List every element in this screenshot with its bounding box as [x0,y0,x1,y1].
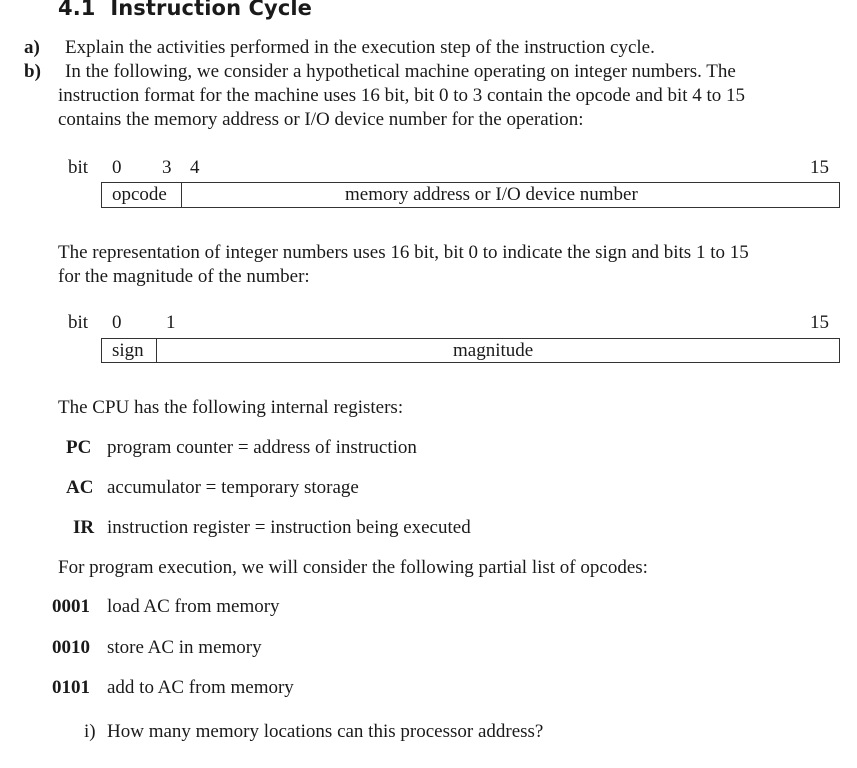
question-i-label: i) [84,721,96,742]
opcodes-intro: For program execution, we will consider the following partial list of opcodes: [58,557,648,578]
opcode-desc-0001: load AC from memory [107,596,280,617]
opcode-code-0010: 0010 [52,637,90,658]
register-name-ir: IR [73,517,95,538]
part-a-text: Explain the activities performed in the execution step of the instruction cycle. [65,37,655,58]
instr-bit-3: 3 [162,157,172,178]
opcode-field: opcode [112,184,167,205]
integer-intro-line-2: for the magnitude of the number: [58,266,310,287]
section-number: 4.1 [58,0,96,20]
question-i-text: How many memory locations can this processor address? [107,721,544,742]
register-name-pc: PC [66,437,92,458]
field-divider [181,183,182,207]
integer-format-box [101,338,840,363]
register-name-ac: AC [66,477,94,498]
opcode-code-0101: 0101 [52,677,90,698]
instr-bit-15: 15 [810,157,829,178]
opcode-code-0001: 0001 [52,596,90,617]
sign-field: sign [112,340,144,361]
register-desc-ac: accumulator = temporary storage [107,477,359,498]
section-title-text: Instruction Cycle [110,0,313,20]
field-divider [156,339,157,362]
part-b-line-3: contains the memory address or I/O device number for the operation: [58,109,584,130]
registers-intro: The CPU has the following internal registers: [58,397,404,418]
opcode-desc-0101: add to AC from memory [107,677,294,698]
integer-intro-line-1: The representation of integer numbers uses 16 bit, bit 0 to indicate the sign and bits 1 to 15 [58,242,749,263]
part-b-line-1: In the following, we consider a hypothetical machine operating on integer numbers. The [65,61,736,82]
int-bit-0: 0 [112,312,122,333]
magnitude-field: magnitude [453,340,534,361]
part-b-label: b) [24,61,41,82]
instr-bit-4: 4 [190,157,200,178]
register-desc-ir: instruction register = instruction being executed [107,517,471,538]
section-title [58,0,312,20]
address-field: memory address or I/O device number [345,184,638,205]
part-a-label: a) [24,37,40,58]
int-bit-15: 15 [810,312,829,333]
int-bit-1: 1 [166,312,176,333]
instr-bit-label: bit [68,157,89,178]
instr-bit-0: 0 [112,157,122,178]
part-b-line-2: instruction format for the machine uses 16 bit, bit 0 to 3 contain the opcode and bit 4 to 15 [58,85,746,106]
register-desc-pc: program counter = address of instruction [107,437,417,458]
instruction-format-box [101,182,840,208]
int-bit-label: bit [68,312,89,333]
opcode-desc-0010: store AC in memory [107,637,262,658]
